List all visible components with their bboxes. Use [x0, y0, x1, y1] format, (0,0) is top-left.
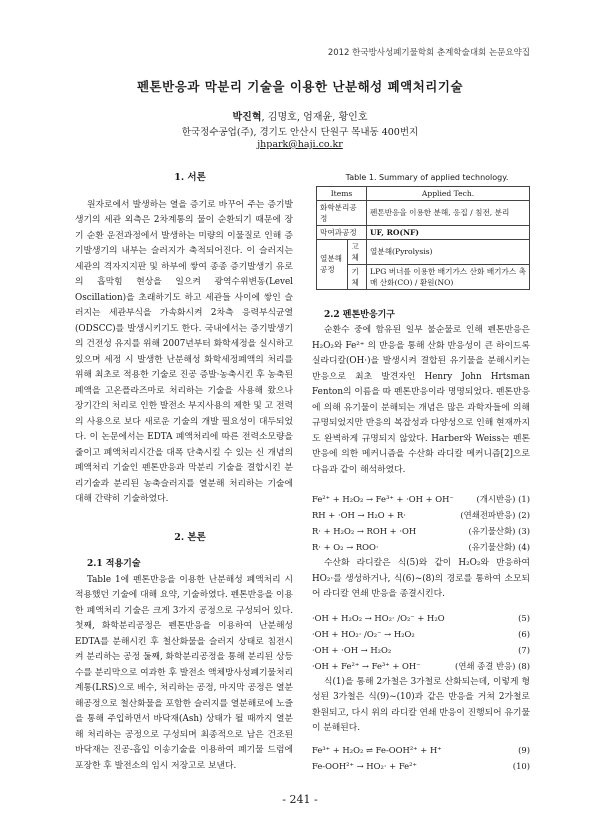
paper-title: 펜톤반응과 막분리 기술을 이용한 난분해성 폐액처리기술 [136, 79, 464, 94]
intro-paragraph: 원자로에서 발생하는 열을 증기로 바꾸어 주는 증기발생기의 세관 외측은 2차계통의 물이 순환되기 때문에 장기 순환 운전과정에서 발생하는 미량의 이물질로 인해 증기발생기의 내부는 슬러지가 축적되어진다. 이 슬러지는 세관의 격자지지판 및 하부에 쌓여 종종 증기발생기 유로의 흡막힘 현상을 일으켜 광역수위변동(Level Oscillation)을 초래하기도 하고 세관들 사이에 쌓인 슬러지는 세관부식을 가속화시켜 2차측 응력부식균열(ODSCC)를 발생시키기도 한다. 국내에서는 증기발생기의 건전성 유지를 위해 2007년부터 화학세정을 실시하고 있으며 세정 시 발생한 난분해성 화학세정폐액의 처리를 위해 최초로 적용한 기술로 진공 증발·농축시킨 후 농축된 폐액을 고온플라즈마로 처리하는 기술을 사용해 왔으나 장기간의 처리로 인한 발전소 부지사용의 제한 및 고 전력의 사용으로 보다 새로운 기술의 개발 필요성이 대두되었다. 이 논문에서는 EDTA 폐액처리에 따른 전력소모량을 줄이고 폐액처리시간을 대폭 단축시킬 수 있는 신 개념의 폐액처리 기술인 펜톤반응과 막분리 기술을 결합시킨 분리기술과 분리된 농축슬러지를 열분해 처리하는 기술에 대해 간략히 기술하였다. [75, 199, 293, 504]
table-cell: 화학분리공정 [317, 200, 367, 225]
equation-number: (2) [518, 510, 530, 520]
table-header: Items [317, 186, 367, 200]
table-row [317, 264, 530, 289]
right-column [312, 170, 530, 775]
table-row [317, 200, 530, 225]
table-cell: 열분해공정 [317, 239, 348, 289]
equation-note: (개시반응) [476, 494, 516, 504]
table-cell: 펜톤반응을 이용한 분해, 응집 / 침전, 분리 [367, 200, 530, 225]
equation-group-1 [312, 492, 530, 554]
table-cell: 기체 [348, 264, 367, 289]
co-authors: , 김명호, 엄재윤, 황인호 [261, 112, 368, 123]
table-cell: 열분해(Pyrolysis) [367, 239, 530, 264]
equation-number: (7) [518, 644, 530, 655]
equation-number: (5) [518, 612, 530, 623]
equation-note: (연쇄 종결 반응) [455, 660, 516, 671]
equation-group-3 [312, 743, 530, 773]
equation-formula: ·OH + ·OH → H₂O₂ [312, 644, 392, 655]
equation-number: (9) [518, 744, 530, 755]
table-header: Applied Tech. [367, 186, 530, 200]
fenton-paragraph: 순환수 중에 함유된 일부 불순물로 인해 펜톤반응은 H₂O₂와 Fe²⁺ 의 반응을 통해 산화 반응성이 큰 하이드록실라디칼(OH·)을 발생시켜 결합된 유기물을 분해시키는 반응으로 최초 발견자인 Henry John Hrtsman Fenton의 이름을 따 펜톤반응이라 명명되었다. 펜톤반응에 의해 유기물이 분해되는 개념은 많은 과학자들에 의해 규명되었지만 반응의 복잡성과 다양성으로 인해 현재까지도 완벽하게 규명되지 않았다. Harber와 Weiss는 펜톤반응에 의한 메커니즘을 수산화 라디칼 메커니즘[2]으로 다음과 같이 해석하였다. [312, 325, 530, 475]
equation [312, 492, 530, 506]
equation-formula: Fe³⁺ + H₂O₂ ⇌ Fe-OOH²⁺ + H⁺ [312, 744, 442, 755]
equation-formula: R· + H₂O₂ → ROH + ·OH [312, 526, 417, 536]
affiliation: 한국정수공업(주), 경기도 안산시 단원구 목내동 400번지 [181, 127, 419, 138]
subsection-heading-fenton: 2.2 펜톤반응기구 [324, 309, 395, 320]
equation [312, 611, 530, 625]
equation-formula: ·OH + Fe²⁺ → Fe³⁺ + OH⁻ [312, 660, 421, 671]
page-number: - 241 - [282, 793, 318, 806]
equation-formula: RH + ·OH → H₂O + R· [312, 510, 406, 520]
equation [312, 759, 530, 773]
section-heading-body: 2. 본론 [174, 531, 206, 543]
equation-note: (연쇄전파반응) [460, 510, 516, 520]
table-row [317, 225, 530, 239]
radical-paragraph: 수산화 라디칼은 식(5)와 같이 H₂O₂와 반응하여 HO₂·를 생성하거나, 식(6)~(8)의 경로를 통하여 소모되어 라디칼 연쇄 반응을 종결시킨다. [312, 558, 530, 599]
equation [312, 524, 530, 538]
equation-group-2 [312, 611, 530, 673]
left-column [75, 170, 293, 774]
equation-formula: R· + O₂ → ROO· [312, 542, 379, 552]
equation [312, 659, 530, 673]
table-caption: Table 1. Summary of applied technology. [345, 173, 509, 182]
table-row [317, 239, 530, 264]
summary-table [316, 186, 530, 290]
equation [312, 743, 530, 757]
table-cell: UF, RO(NF) [367, 225, 530, 239]
reduction-paragraph: 식(1)을 통해 2가철은 3가철로 산화되는데, 이렇게 형성된 3가철은 식(9)~(10)과 같은 반응을 거쳐 2가철로 환원되고, 다시 위의 라디칼 연쇄 반응이 진행되어 유기물이 분해된다. [312, 676, 530, 733]
authors [0, 108, 600, 123]
table-cell: 막여과공정 [317, 225, 367, 239]
table-cell: LPG 버너를 이용한 배기가스 산화 배기가스 촉매 산화(CO) / 환원(NO) [367, 264, 530, 289]
equation [312, 627, 530, 641]
equation-note: (유기물산화) [468, 526, 516, 536]
equation [312, 643, 530, 657]
table-header-row [317, 186, 530, 200]
equation-formula: Fe-OOH²⁺ → HO₂· + Fe²⁺ [312, 760, 417, 771]
section-heading-intro: 1. 서론 [174, 172, 206, 183]
email-link[interactable]: jhpark@haji.co.kr [257, 139, 343, 150]
applied-tech-paragraph: Table 1에 펜톤반응을 이용한 난분해성 폐액처리 시 적용했던 기술에 대해 요약, 기술하였다. 펜톤반응을 이용한 폐액처리 기술은 크게 3가지 공정으로 구성되어 있다. 첫째, 화학분리공정은 펜톤반응을 이용하여 난분해성 EDTA를 분해시킨 후 철산화물을 슬러지 상태로 침전시켜 분리하는 공정 둘째, 화학분리공정을 통해 분리된 상등수를 분리막으로 여과한 후 발전소 액체방사성폐기물처리계통(LRS)으로 배수, 처리하는 공정, 마지막 공정은 열분해공정으로 철산화물을 포함한 슬러지를 열분해로에 노즐을 통해 주입하면서 바닥재(Ash) 상태가 될 때까지 열분해 처리하는 공정으로 구성되며 최종적으로 남은 건조된 바닥재는 진공-흡입 이송기술을 이용하여 폐기물 드럼에 포장한 후 발전소의 임시 저장고로 보낸다. [75, 574, 293, 771]
equation-number: (4) [518, 542, 530, 552]
table-cell: 고체 [348, 239, 367, 264]
subsection-heading-applied-tech: 2.1 적용기술 [87, 559, 141, 569]
running-header: 2012 한국방사성폐기물학회 춘계학술대회 논문요약집 [327, 48, 530, 58]
lead-author: 박진혁 [232, 112, 262, 123]
equation-formula: ·OH + HO₂· /O₂⁻ → H₂O₂ [312, 628, 415, 639]
equation-number: (8) [518, 660, 530, 671]
equation-number: (3) [518, 526, 530, 536]
equation-number: (1) [518, 494, 530, 504]
equation-formula: ·OH + H₂O₂ → HO₂· /O₂⁻ + H₂O [312, 612, 445, 623]
equation-formula: Fe²⁺ + H₂O₂ → Fe³⁺ + ·OH + OH⁻ [312, 494, 454, 504]
equation [312, 540, 530, 554]
equation [312, 508, 530, 522]
equation-number: (6) [518, 628, 530, 639]
equation-note: (유기물산화) [468, 542, 516, 552]
equation-number: (10) [512, 760, 530, 771]
